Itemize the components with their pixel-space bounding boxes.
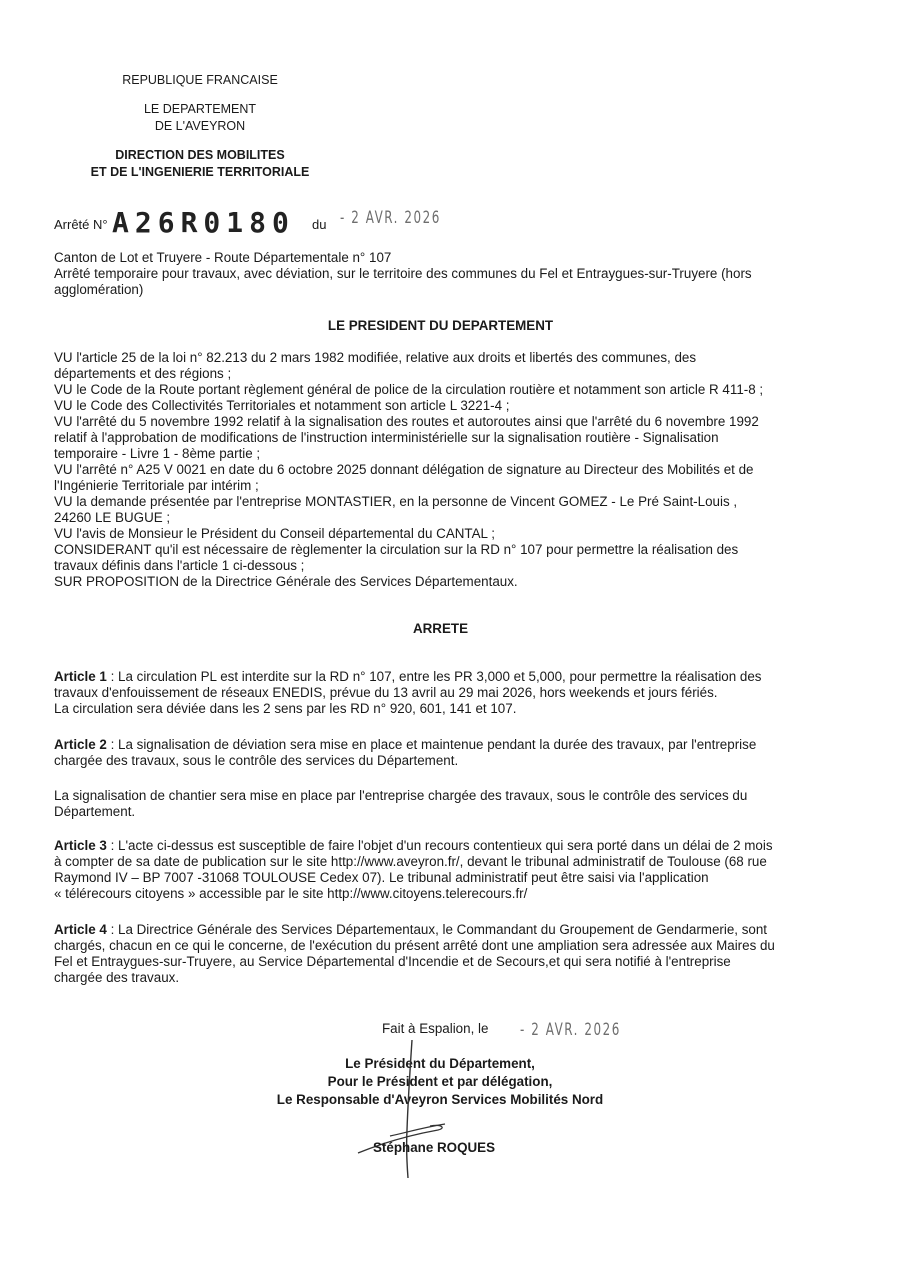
article-line: chargée des travaux, sous le contrôle des services du Département. [54, 753, 459, 768]
vu-line: l'Ingénierie Territoriale par intérim ; [54, 478, 259, 493]
arrete-number: A26R0180 [112, 206, 295, 239]
subject-block [54, 250, 827, 298]
vu-line: VU l'arrêté du 5 novembre 1992 relatif à la signalisation des routes et autoroutes ainsi que l'arrêté du 6 novembre 1992 [54, 414, 759, 429]
article-line: chargés, chacun en ce qui le concerne, de l'exécution du présent arrêté dont une ampliation sera adressée aux Maires du [54, 938, 775, 953]
article-label: Article 3 [54, 838, 107, 853]
vu-line: VU le Code des Collectivités Territoriales et notamment son article L 3221-4 ; [54, 398, 510, 413]
article-line: à compter de sa date de publication sur le site http://www.aveyron.fr/, devant le tribunal administratif de Toulouse (68 rue [54, 854, 767, 869]
vu-line: départements et des régions ; [54, 366, 232, 381]
article-label: Article 4 [54, 922, 107, 937]
arrete-du: du [312, 217, 327, 232]
article-line: Fel et Entraygues-sur-Truyere, au Service Départemental d'Incendie et de Secours,et qui sera notifié à l'entreprise [54, 954, 731, 969]
article-line: Département. [54, 804, 136, 819]
article-text: : La circulation PL est interdite sur la RD n° 107, entre les PR 3,000 et 5,000, pour permettre la réalisation des [106, 669, 762, 684]
header-direction-line2: ET DE L'INGENIERIE TERRITORIALE [90, 165, 310, 179]
vu-line: VU le Code de la Route portant règlement général de police de la circulation routière et notamment son article R 411-8 ; [54, 382, 764, 397]
handwritten-signature [350, 1040, 470, 1180]
vu-line: VU l'arrêté n° A25 V 0021 en date du 6 octobre 2025 donnant délégation de signature au Directeur des Mobilités et de [54, 462, 754, 477]
vu-line: VU la demande présentée par l'entreprise MONTASTIER, en la personne de Vincent GOMEZ - Le Pré Saint-Louis , [54, 494, 738, 509]
article-label: Article 2 [54, 737, 107, 752]
subject-line: Canton de Lot et Truyere - Route Départementale n° 107 [54, 250, 392, 265]
vu-line: relatif à l'approbation de modifications de l'instruction interministérielle sur la signalisation routière - Signalisation [54, 430, 719, 445]
article-2 [54, 737, 827, 769]
vu-line: SUR PROPOSITION de la Directrice Générale des Services Départementaux. [54, 574, 518, 589]
header-direction-line1: DIRECTION DES MOBILITES [115, 148, 285, 162]
article-label: Article 1 [54, 669, 107, 684]
header-department-line1: LE DEPARTEMENT [143, 102, 257, 116]
article-line: travaux d'enfouissement de réseaux ENEDIS, prévue du 13 avril au 29 mai 2026, hors weekends et jours fériés. [54, 685, 718, 700]
place-date-line: Fait à Espalion, le [382, 1021, 489, 1036]
header-department [0, 101, 400, 135]
date-stamp-top: - 2 AVR. 2026 [340, 208, 441, 228]
header-direction [0, 147, 400, 181]
article-text: : L'acte ci-dessus est susceptible de faire l'objet d'un recours contentieux qui sera porté dans un délai de 2 mois [106, 838, 773, 853]
date-stamp-bottom: - 2 AVR. 2026 [520, 1020, 621, 1040]
header-department-line2: DE L'AVEYRON [154, 119, 246, 133]
arrete-reference [54, 206, 854, 242]
president-title: LE PRESIDENT DU DEPARTEMENT [327, 318, 554, 333]
article-line [54, 737, 827, 753]
signatory-line1: Le Président du Département, [345, 1056, 535, 1071]
vu-line: VU l'avis de Monsieur le Président du Conseil départemental du CANTAL ; [54, 526, 495, 541]
article-line [54, 669, 827, 685]
article-text: : La signalisation de déviation sera mise en place et maintenue pendant la durée des travaux, par l'entreprise [106, 737, 757, 752]
subject-line: agglomération) [54, 282, 144, 297]
article-line [54, 838, 827, 854]
article-4 [54, 922, 827, 986]
vu-line: temporaire - Livre 1 - 8ème partie ; [54, 446, 261, 461]
article-line: Raymond IV – BP 7007 -31068 TOULOUSE Cedex 07). Le tribunal administratif peut être saisi via l'application [54, 870, 709, 885]
signatory-line3: Le Responsable d'Aveyron Services Mobilités Nord [276, 1092, 604, 1107]
article-line: La circulation sera déviée dans les 2 sens par les RD n° 920, 601, 141 et 107. [54, 701, 517, 716]
article-line: « télérecours citoyens » accessible par le site http://www.citoyens.telerecours.fr/ [54, 886, 528, 901]
arrete-title: ARRETE [412, 621, 469, 636]
vu-line: CONSIDERANT qu'il est nécessaire de règlementer la circulation sur la RD n° 107 pour permettre la réalisation des [54, 542, 739, 557]
article-1 [54, 669, 827, 717]
article-3 [54, 838, 827, 902]
header-republic: REPUBLIQUE FRANCAISE [122, 73, 278, 87]
vu-block [54, 350, 827, 590]
article-text: : La Directrice Générale des Services Départementaux, le Commandant du Groupement de Gendarmerie, sont [106, 922, 768, 937]
article-line: chargée des travaux. [54, 970, 180, 985]
signatory-name: Stéphane ROQUES [373, 1140, 496, 1155]
vu-line: 24260 LE BUGUE ; [54, 510, 171, 525]
subject-line: Arrêté temporaire pour travaux, avec déviation, sur le territoire des communes du Fel et Entraygues-sur-Truyere (hors [54, 266, 752, 281]
article-line: La signalisation de chantier sera mise en place par l'entreprise chargée des travaux, sous le contrôle des services du [54, 788, 748, 803]
vu-line: travaux définis dans l'article 1 ci-dessous ; [54, 558, 305, 573]
vu-line: VU l'article 25 de la loi n° 82.213 du 2 mars 1982 modifiée, relative aux droits et libertés des communes, des [54, 350, 697, 365]
article-2-continued [54, 788, 827, 820]
signatory-line2: Pour le Président et par délégation, [327, 1074, 553, 1089]
arrete-prefix: Arrêté N° [54, 217, 108, 232]
article-line [54, 922, 827, 938]
